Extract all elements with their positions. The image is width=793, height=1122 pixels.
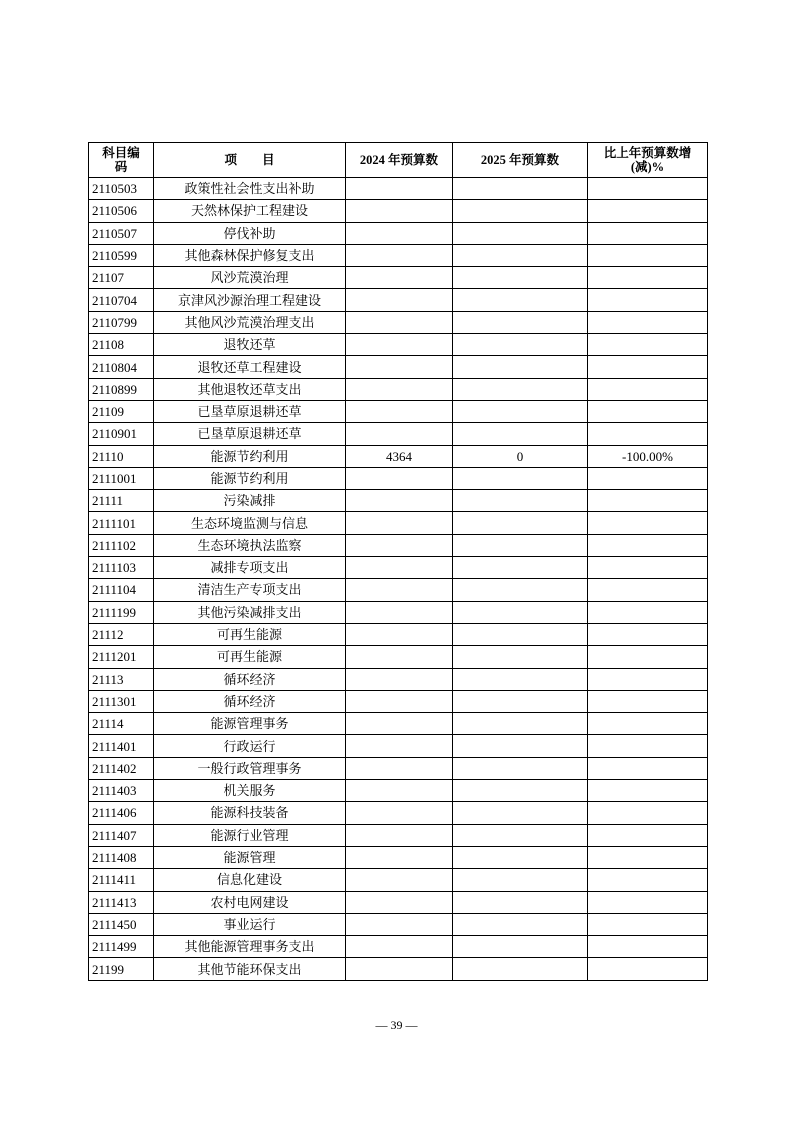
cell-change [588, 289, 708, 311]
cell-2024 [346, 824, 453, 846]
cell-change [588, 334, 708, 356]
cell-2024 [346, 400, 453, 422]
cell-change [588, 512, 708, 534]
cell-item: 已垦草原退耕还草 [154, 423, 346, 445]
cell-2025 [453, 178, 588, 200]
cell-2025 [453, 467, 588, 489]
cell-code: 2111413 [89, 891, 154, 913]
cell-2024 [346, 623, 453, 645]
cell-2024: 4364 [346, 445, 453, 467]
cell-item: 其他退牧还草支出 [154, 378, 346, 400]
table-row [89, 780, 708, 802]
header-2024: 2024 年预算数 [346, 143, 453, 178]
cell-item: 信息化建设 [154, 869, 346, 891]
cell-code: 2111104 [89, 579, 154, 601]
cell-code: 2110503 [89, 178, 154, 200]
cell-2025 [453, 557, 588, 579]
cell-change: -100.00% [588, 445, 708, 467]
table-row [89, 936, 708, 958]
cell-change [588, 557, 708, 579]
cell-change [588, 623, 708, 645]
table-row [89, 244, 708, 266]
cell-change [588, 601, 708, 623]
cell-2024 [346, 913, 453, 935]
cell-item: 政策性社会性支出补助 [154, 178, 346, 200]
cell-item: 已垦草原退耕还草 [154, 400, 346, 422]
cell-2025 [453, 311, 588, 333]
cell-code: 2110506 [89, 200, 154, 222]
table-row [89, 467, 708, 489]
cell-code: 2110599 [89, 244, 154, 266]
cell-2024 [346, 802, 453, 824]
cell-code: 21107 [89, 267, 154, 289]
cell-2024 [346, 601, 453, 623]
cell-change [588, 222, 708, 244]
table-row [89, 869, 708, 891]
cell-change [588, 869, 708, 891]
cell-2024 [346, 378, 453, 400]
cell-code: 2111402 [89, 757, 154, 779]
table-row [89, 579, 708, 601]
cell-item: 天然林保护工程建设 [154, 200, 346, 222]
cell-code: 2111101 [89, 512, 154, 534]
cell-code: 2111401 [89, 735, 154, 757]
cell-2025 [453, 757, 588, 779]
cell-2025 [453, 490, 588, 512]
cell-code: 2110507 [89, 222, 154, 244]
cell-2024 [346, 200, 453, 222]
cell-item: 其他风沙荒漠治理支出 [154, 311, 346, 333]
header-code: 科目编码 [89, 143, 154, 178]
cell-code: 21113 [89, 668, 154, 690]
cell-change [588, 378, 708, 400]
table-row [89, 713, 708, 735]
cell-item: 农村电网建设 [154, 891, 346, 913]
cell-2025 [453, 690, 588, 712]
cell-change [588, 824, 708, 846]
cell-change [588, 646, 708, 668]
cell-code: 2111450 [89, 913, 154, 935]
cell-2024 [346, 557, 453, 579]
cell-2024 [346, 690, 453, 712]
cell-code: 2110799 [89, 311, 154, 333]
cell-item: 能源管理事务 [154, 713, 346, 735]
cell-2025 [453, 623, 588, 645]
cell-change [588, 713, 708, 735]
cell-2025 [453, 579, 588, 601]
cell-2024 [346, 646, 453, 668]
cell-change [588, 936, 708, 958]
cell-2025 [453, 735, 588, 757]
cell-item: 能源管理 [154, 846, 346, 868]
cell-2025 [453, 891, 588, 913]
cell-2025 [453, 200, 588, 222]
cell-2025 [453, 289, 588, 311]
cell-code: 21111 [89, 490, 154, 512]
cell-2024 [346, 846, 453, 868]
table-row [89, 445, 708, 467]
cell-item: 减排专项支出 [154, 557, 346, 579]
table-row [89, 400, 708, 422]
cell-2024 [346, 891, 453, 913]
cell-change [588, 757, 708, 779]
cell-2025 [453, 334, 588, 356]
cell-item: 停伐补助 [154, 222, 346, 244]
table-row [89, 802, 708, 824]
cell-2024 [346, 735, 453, 757]
cell-code: 21109 [89, 400, 154, 422]
cell-item: 能源节约利用 [154, 445, 346, 467]
cell-change [588, 735, 708, 757]
cell-change [588, 802, 708, 824]
cell-code: 21108 [89, 334, 154, 356]
table-header-row [89, 143, 708, 178]
table-row [89, 356, 708, 378]
cell-change [588, 244, 708, 266]
cell-item: 循环经济 [154, 690, 346, 712]
cell-change [588, 356, 708, 378]
cell-2025 [453, 802, 588, 824]
cell-code: 2111103 [89, 557, 154, 579]
cell-item: 退牧还草工程建设 [154, 356, 346, 378]
cell-2024 [346, 869, 453, 891]
table-row [89, 289, 708, 311]
cell-code: 2111499 [89, 936, 154, 958]
cell-2024 [346, 423, 453, 445]
cell-item: 机关服务 [154, 780, 346, 802]
table-row [89, 824, 708, 846]
cell-2024 [346, 178, 453, 200]
cell-change [588, 690, 708, 712]
table-row [89, 557, 708, 579]
cell-2024 [346, 356, 453, 378]
cell-code: 21199 [89, 958, 154, 980]
cell-code: 21114 [89, 713, 154, 735]
cell-2024 [346, 334, 453, 356]
cell-item: 京津风沙源治理工程建设 [154, 289, 346, 311]
cell-2025 [453, 846, 588, 868]
cell-2025 [453, 713, 588, 735]
cell-item: 可再生能源 [154, 623, 346, 645]
table-row [89, 334, 708, 356]
header-change: 比上年预算数增(减)% [588, 143, 708, 178]
table-row [89, 267, 708, 289]
cell-code: 2111301 [89, 690, 154, 712]
cell-change [588, 178, 708, 200]
table-row [89, 846, 708, 868]
cell-change [588, 891, 708, 913]
cell-2025 [453, 958, 588, 980]
cell-2025 [453, 913, 588, 935]
cell-2025 [453, 601, 588, 623]
cell-change [588, 579, 708, 601]
cell-change [588, 490, 708, 512]
cell-2024 [346, 244, 453, 266]
table-row [89, 200, 708, 222]
cell-2025: 0 [453, 445, 588, 467]
cell-2025 [453, 668, 588, 690]
cell-item: 事业运行 [154, 913, 346, 935]
cell-2024 [346, 467, 453, 489]
table-row [89, 423, 708, 445]
cell-2025 [453, 267, 588, 289]
cell-item: 生态环境监测与信息 [154, 512, 346, 534]
cell-2024 [346, 490, 453, 512]
table-row [89, 668, 708, 690]
cell-item: 能源行业管理 [154, 824, 346, 846]
cell-item: 其他森林保护修复支出 [154, 244, 346, 266]
cell-code: 2110901 [89, 423, 154, 445]
header-2025: 2025 年预算数 [453, 143, 588, 178]
cell-change [588, 423, 708, 445]
cell-2024 [346, 780, 453, 802]
budget-table [88, 142, 708, 981]
cell-2025 [453, 824, 588, 846]
table-row [89, 891, 708, 913]
cell-2025 [453, 423, 588, 445]
cell-2024 [346, 713, 453, 735]
cell-code: 2111407 [89, 824, 154, 846]
table-row [89, 534, 708, 556]
cell-item: 其他污染减排支出 [154, 601, 346, 623]
cell-2025 [453, 534, 588, 556]
cell-item: 能源节约利用 [154, 467, 346, 489]
cell-2024 [346, 267, 453, 289]
cell-item: 能源科技装备 [154, 802, 346, 824]
table-row [89, 178, 708, 200]
cell-item: 其他能源管理事务支出 [154, 936, 346, 958]
cell-2025 [453, 222, 588, 244]
header-item: 项 目 [154, 143, 346, 178]
cell-2025 [453, 512, 588, 534]
table-row [89, 958, 708, 980]
cell-code: 21112 [89, 623, 154, 645]
cell-2024 [346, 534, 453, 556]
cell-code: 2111102 [89, 534, 154, 556]
cell-change [588, 467, 708, 489]
table-row [89, 735, 708, 757]
cell-change [588, 534, 708, 556]
cell-2024 [346, 668, 453, 690]
cell-item: 退牧还草 [154, 334, 346, 356]
table-row [89, 913, 708, 935]
table-row [89, 512, 708, 534]
cell-2025 [453, 780, 588, 802]
cell-item: 清洁生产专项支出 [154, 579, 346, 601]
cell-2025 [453, 356, 588, 378]
cell-2025 [453, 936, 588, 958]
table-row [89, 623, 708, 645]
cell-2024 [346, 512, 453, 534]
cell-2025 [453, 646, 588, 668]
table-row [89, 690, 708, 712]
cell-2025 [453, 400, 588, 422]
cell-2024 [346, 757, 453, 779]
cell-code: 2110899 [89, 378, 154, 400]
cell-2024 [346, 311, 453, 333]
cell-item: 可再生能源 [154, 646, 346, 668]
table-row [89, 757, 708, 779]
cell-item: 生态环境执法监察 [154, 534, 346, 556]
cell-change [588, 200, 708, 222]
table-row [89, 311, 708, 333]
cell-change [588, 958, 708, 980]
cell-code: 2111411 [89, 869, 154, 891]
cell-code: 2110704 [89, 289, 154, 311]
cell-item: 其他节能环保支出 [154, 958, 346, 980]
cell-2024 [346, 289, 453, 311]
cell-change [588, 311, 708, 333]
cell-2025 [453, 378, 588, 400]
cell-2024 [346, 222, 453, 244]
cell-code: 2111408 [89, 846, 154, 868]
cell-2024 [346, 958, 453, 980]
cell-change [588, 846, 708, 868]
cell-item: 行政运行 [154, 735, 346, 757]
cell-code: 2111199 [89, 601, 154, 623]
cell-code: 2111201 [89, 646, 154, 668]
cell-change [588, 913, 708, 935]
table-row [89, 646, 708, 668]
cell-code: 21110 [89, 445, 154, 467]
cell-code: 2111403 [89, 780, 154, 802]
cell-change [588, 780, 708, 802]
table-row [89, 490, 708, 512]
cell-2025 [453, 869, 588, 891]
cell-item: 风沙荒漠治理 [154, 267, 346, 289]
page-number: — 39 — [375, 1018, 418, 1032]
cell-2025 [453, 244, 588, 266]
table-row [89, 601, 708, 623]
cell-change [588, 400, 708, 422]
cell-2024 [346, 936, 453, 958]
cell-item: 循环经济 [154, 668, 346, 690]
table-row [89, 378, 708, 400]
cell-code: 2110804 [89, 356, 154, 378]
cell-item: 一般行政管理事务 [154, 757, 346, 779]
table-row [89, 222, 708, 244]
cell-2024 [346, 579, 453, 601]
cell-code: 2111406 [89, 802, 154, 824]
cell-change [588, 267, 708, 289]
cell-code: 2111001 [89, 467, 154, 489]
cell-item: 污染减排 [154, 490, 346, 512]
cell-change [588, 668, 708, 690]
